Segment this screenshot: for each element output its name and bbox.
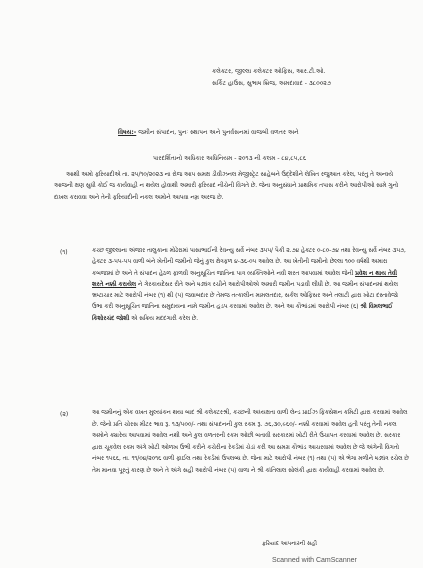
item-1-paragraph bbox=[92, 246, 410, 325]
item-1-number: (૧) bbox=[60, 249, 68, 256]
item-1-text-c: એ સક્રિય મદદગારી કરેલ છે. bbox=[129, 315, 199, 322]
item-1-emphasis: પ્રવેશ ન થાય તેવી શરતે નક્કી કરાયેલ bbox=[92, 270, 398, 288]
act-reference: પારદર્શિતાનો અધિકાર અધિનિયમ - ૨૦૧૩ ની કલમ - ૮૪,૮૫,૮૬ bbox=[153, 155, 307, 162]
subject-label: વિષય:- bbox=[118, 129, 137, 136]
camscanner-watermark: Scanned with CamScanner bbox=[272, 557, 357, 564]
subject-text: જમીન સંપાદન, પુનઃ સ્થાપન અને પુનર્વસનમાં વાજબી વળતર અને bbox=[138, 129, 299, 136]
signature-note: ફરિયાદ આપનારની સહી bbox=[262, 541, 317, 547]
item-1-text-a: કચ્છ જીલ્લાના અંજાર તાલુકાના મોઢેરામાં પાસાભાઈની રેવન્યુ સર્વે નંબર ૩૫૫/ પૈકી ૨.૭૪ હેક્ટર ૦-૮૦-૭૪ તથા રેવન્યુ સર્વે નંબર ૩૫૭, હેક્ટર ૩-૫૫-૫૫ વાળી બંને ખેતીની જમીનો જેનું કુલ ક્ષેત્રફળ ૪-૩૬-૦૫ આવેલ છે. આ ખેતીની જમીનો છેલ્લા ૧૦૦ વર્ષથી અમારા કબજામાં છે અને તે સંપાદન હેઠળ ફાળવી અનુસૂચિત જાતિના પાત્ર વ્યક્તિઓને નવી શરત આપવામાં આવેલ જેની bbox=[92, 248, 406, 277]
subject-block bbox=[118, 127, 398, 138]
office-line-2: સર્કિટ હાઉસ, સુભાષ બ્રિજ, અમદાવાદ - ૩૮૦૦૨૭ bbox=[212, 80, 331, 88]
item-1-accused-name: શ્રી વિમલભાઈ કિશોરચંદ જોશી bbox=[92, 304, 393, 322]
item-1-text-b: ને ગેરકાયદેસર રીતે અને ષડ્યંત્ર રચીને આરોપીઓએ અમારી જમીન પડાવી લીધી છે. આ જમીન સંપાદનમાં થયેલ ભ્રષ્ટાચાર માટે આરોપી નંબર (૧) થી (૫) જવાબદાર છે તેમજ તત્કાલીન મામલતદાર, સર્કલ ઓફિસર અને તલાટી દ્વારા ખોટા દસ્તાવેજો ઉભા કરી અનુસૂચિત જાતિના સમુદાયના નામે જમીન હડપ કરવામાં આવેલ છે. અને આ કૌભાંડમાં આરોપી નંબર (૬) bbox=[92, 281, 398, 311]
item-2-number: (૨) bbox=[60, 411, 69, 418]
office-address bbox=[212, 66, 402, 91]
intro-paragraph: આથી અમો ફરિયાદીએ તા. ૨૫/૧૦/૨૦૨૩ ના રોજ આપ સમક્ષ ડીવીઝનલ મેજીસ્ટ્રેટ સાહેબને ઉદ્દેશીને લેખિત રજુઆત કરેલ, પરંતુ તે અન્વયે આજની ક્ષણ સુધી કોઈ જ કાર્યવાહી ન થયેલ હોવાથી અમારી ફરિયાદ નીચેની વિગતે છે. જેના અનુસંધાને પ્રાથમિક તપાસ કરીને આરોપીઓ સામે ગુનો દાખલ કરાવવા અને તેની ફરિયાદીની નકલ અમોને આપવા નમ્ર અરજ છે. bbox=[54, 172, 399, 201]
item-2-paragraph: આ જમીનનું એક વખત મુલ્યાંકન થયા બાદ શ્રી કલેક્ટરશ્રી, કચ્છની અધ્યક્ષતા વાળી લેન્ડ પ્રાઈઝ ફિક્સેશન કમિટી દ્વારા કરવામાં આવેલ છે. જેનો પ્રતિ ચોરસ મીટર ભાવ રૂ. ૧૩/૫૦૦/- તથા સંપાદનની કુલ રકમ રૂ. ૭૬,૩૦,૯૬૦/- નક્કી કરવામાં આવેલ હતી પરંતુ તેની નકલ અમોને ક્યારેય આપવામાં આવેલ નથી અને કુલ વળતરની રકમ ઓછી બતાવી સરકારમાં ખોટી રીતે ઉચાપત કરવામાં આવેલ છે. સરકાર દ્વારા ચૂકવેલ રકમ અંગે ખોટી ઓળખ ઉભી કરીને કચેરીના રેકર્ડમાં ચેડાં કરી આ સમગ્ર કૌભાંડ આચરવામાં આવેલ છે જે અંગેની વિગતો નંબર ૧૫૬૬, તા. ૧૧/૦૪/૨૦૧૬ વાળી ફાઈલ તથા રેકર્ડમાં ઉપલબ્ધ છે. જેના માટે આરોપી નંબર (૧) તથા (૫) એ ભેગા મળીને ષડ્યંત્ર રચેલ છે તેમ માનવા પૂરતું કારણ છે અને તે અંગે સહી આરોપી નંબર (૫) વાળા ને શ્રી કાંતિલાલ સોલંકી દ્વારા કાર્યવાહી કરવામાં આવેલ છે. bbox=[92, 410, 409, 474]
office-line-1: કલેક્ટર, જીલ્લા કલેક્ટર ઓફિસ, આર.ટી.ઓ. bbox=[212, 68, 326, 75]
